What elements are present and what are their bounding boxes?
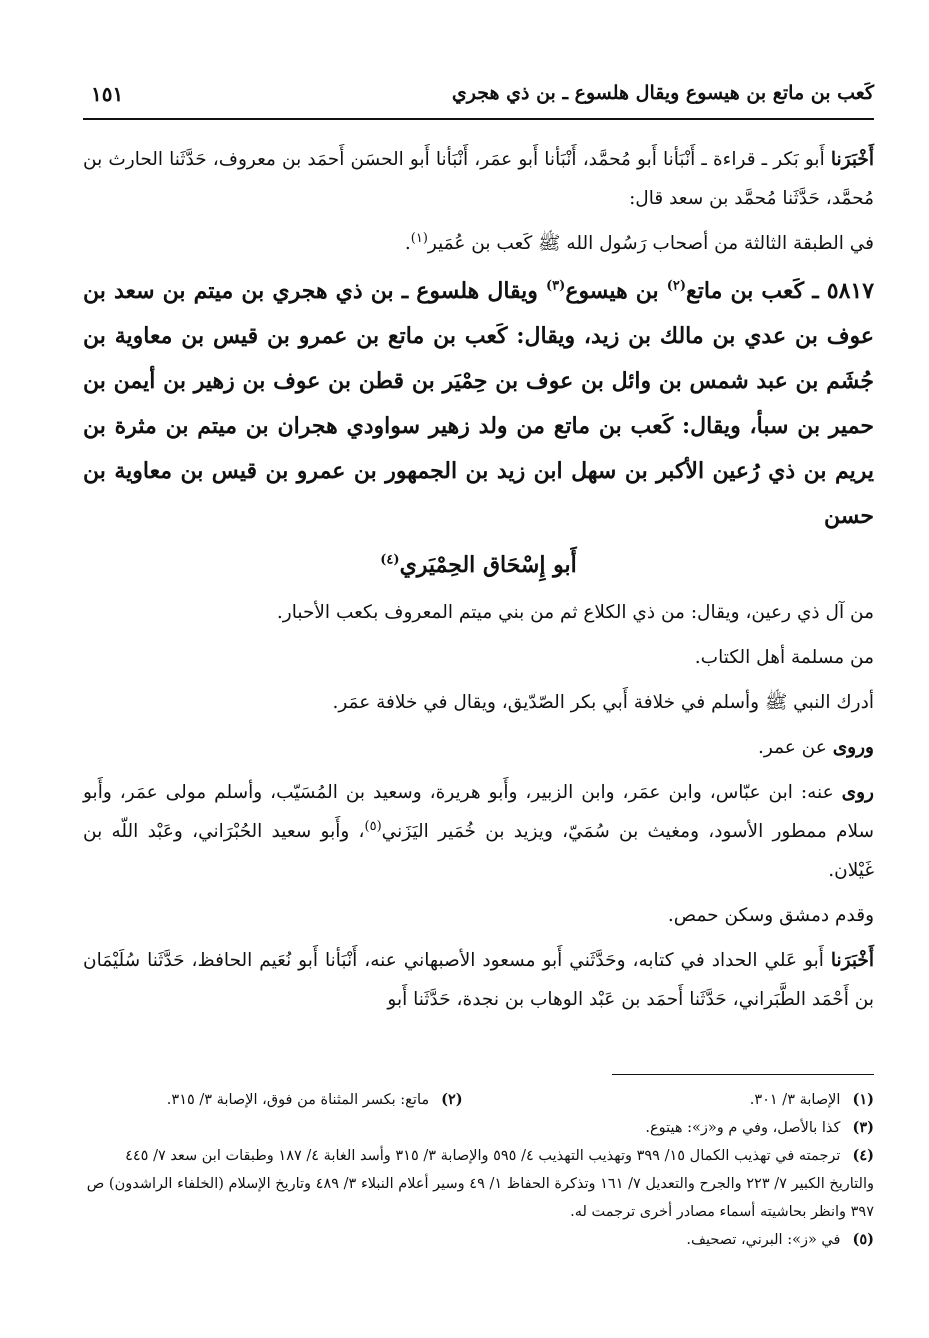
main-text	[83, 140, 874, 1025]
narrators-paragraph	[83, 773, 874, 890]
footnote-text: في «ز»: البرني، تصحيف.	[686, 1232, 841, 1248]
footnote-ref-5: (٥)	[364, 818, 382, 834]
entry-lineage: ويقال هلسوع ـ بن ذي هجري بن ميتم بن سعد بن عوف بن عدي بن مالك بن زيد، ويقال: كَعب بن ماتع بن عمرو بن قيس بن معاوية بن جُشَم بن عبد شمس بن وائل بن عوف بن حِمْيَر بن قطن بن عوف بن زهير بن أيمن بن حمير بن سبأ، ويقال: كَعب بن ماتع من ولد زهير سواودي هجران بن ميتم بن مثرة بن يريم بن ذي رُعين الأكبر بن سهل ابن زيد بن الجمهور بن عمرو بن قيس بن معاوية بن حسن	[83, 278, 875, 529]
footnote-row	[83, 1086, 874, 1114]
kunya-text: أَبو إِسْحَاق الحِمْيَري	[399, 552, 577, 578]
entry-name-cont: بن هيسوع	[565, 278, 667, 304]
isnad-text: أَبو بَكر ـ قراءة ـ أَنْبَأنا أَبو مُحمَّد، أَنْبَأنا أَبو عمَر، أَنْبَأنا أَبو الحسَن أَحمَد بن معروف، حَدَّثَنا الحارث بن مُحمَّد، حَدَّثَنا مُحمَّد بن سعد قال:	[83, 149, 874, 209]
rawa-lead: وروى	[832, 737, 874, 758]
entry-name: ٥٨١٧ ـ كَعب بن ماتع	[686, 278, 875, 304]
footnote-ref-1: (١)	[410, 230, 428, 246]
tabaqa-tail: .	[404, 233, 411, 254]
footnote-ref-2: (٢)	[666, 278, 687, 294]
footnotes	[83, 1086, 874, 1254]
narrated-from-line	[83, 728, 874, 767]
narrators-text: عنه: ابن عبّاس، وابن عمَر، وابن الزبير، وأَبو هريرة، وسعيد بن المُسَيّب، وأسلم مولى عمَر، وأَبو سلام ممطور الأسود، ومغيث بن سُمَيّ، ويزيد بن خُمَير اليَزَني	[83, 782, 874, 842]
islam-line: أدرك النبي ﷺ وأسلم في خلافة أَبي بكر الصّدّيق، ويقال في خلافة عمَر.	[332, 692, 874, 713]
footnote-ref-3: (٣)	[546, 278, 566, 294]
footnote-text: ترجمته في تهذيب الكمال ١٥/ ٣٩٩ وتهذيب التهذيب ٤/ ٥٩٥ والإصابة ٣/ ٣١٥ وأسد الغابة ٤/ ١٨٧ وطبقات ابن سعد ٧/ ٤٤٥ والتاريخ الكبير ٧/ ٢٢٣ والجرح والتعديل ٧/ ١٦١ وتذكرة الحفاظ ١/ ٤٩ وسير أعلام النبلاء ٣/ ٤٨٩ وتاريخ الإسلام (الخلفاء الراشدون) ص ٣٩٧ وانظر بحاشيته أسماء مصادر أخرى ترجمت له.	[86, 1148, 874, 1220]
isnad-paragraph-1	[83, 140, 874, 218]
footnote-ref-4: (٤)	[380, 552, 400, 568]
footnote-text: الإصابة ٣/ ٣٠١.	[749, 1092, 841, 1108]
footnote-3	[83, 1114, 874, 1142]
rawa-anhu-lead: روى	[841, 782, 874, 803]
footnote-4	[83, 1142, 874, 1226]
footnote-number: (٢)	[441, 1091, 463, 1108]
tabaqa-paragraph	[83, 224, 874, 263]
header-rule	[83, 118, 874, 120]
origin-line: من آل ذي رعين، ويقال: من ذي الكلاع ثم من بني ميتم المعروف بكعب الأحبار.	[276, 602, 874, 623]
convert-line: من مسلمة أهل الكتاب.	[694, 647, 874, 668]
running-title: كَعب بن ماتع بن هيسوع ويقال هلسوع ـ بن ذي هجري	[451, 82, 874, 104]
page-number: ١٥١	[91, 82, 124, 106]
isnad-text-2: أَبو عَلي الحداد في كتابه، وحَدَّثَني أَبو مسعود الأصبهاني عنه، أَنْبَأنا أَبو نُعَيم الحافظ، حَدَّثَنا سُلَيْمَان بن أَحْمَد الطَّبَراني، حَدَّثَنا أَحمَد بن عَبْد الوهاب بن نجدة، حَدَّثَنا أَبو	[83, 950, 874, 1010]
footnote-1	[494, 1086, 874, 1114]
akhbarana-lead-2: أَخْبَرَنا	[830, 950, 874, 971]
footnote-text: كذا بالأصل، وفي م و«ز»: هيتوع.	[645, 1120, 841, 1136]
footnote-number: (٣)	[852, 1119, 874, 1136]
tabaqa-text: في الطبقة الثالثة من أصحاب رَسُول الله ﷺ كَعب بن عُمَير	[427, 233, 874, 254]
kunya-line	[83, 543, 874, 587]
narrated-from-text: عن عمر.	[757, 737, 833, 758]
footnote-rule	[612, 1074, 874, 1075]
footnote-number: (٥)	[852, 1231, 874, 1248]
page-header	[83, 78, 874, 118]
footnote-text: ماتع: بكسر المثناة من فوق، الإصابة ٣/ ٣١٥.	[166, 1092, 430, 1108]
damascus-line: وقدم دمشق وسكن حمص.	[667, 905, 874, 926]
isnad-paragraph-2	[83, 941, 874, 1019]
biography-entry-heading	[83, 269, 874, 539]
footnote-2	[83, 1086, 463, 1114]
akhbarana-lead: أَخْبَرَنا	[830, 149, 874, 170]
footnote-number: (٤)	[852, 1147, 874, 1164]
narrators-tail: ، وأَبو سعيد الحُبْرَاني، وعَبْد اللّه بن غَيْلان.	[83, 821, 874, 881]
footnote-number: (١)	[852, 1091, 874, 1108]
footnote-5	[83, 1226, 874, 1254]
